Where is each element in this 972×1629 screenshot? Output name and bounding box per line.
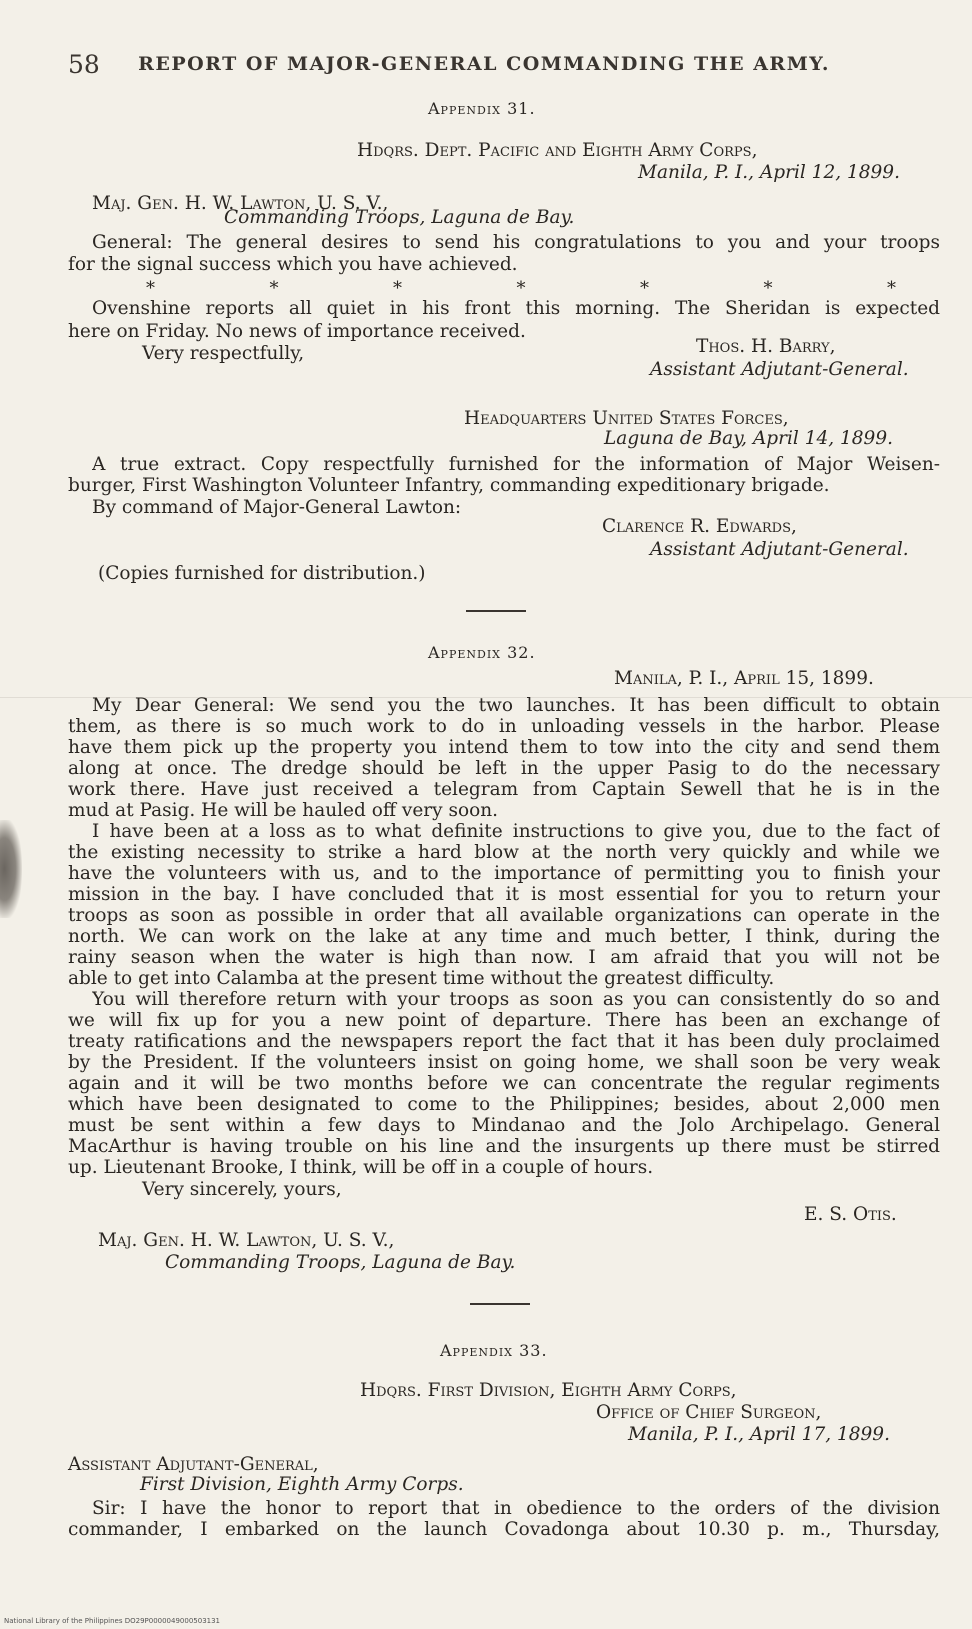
extract-line-2: burger, First Washington Volunteer Infantry, commanding expeditionary brigade. xyxy=(68,475,830,496)
appendix-32-dateline-text: Manila, P. I., April 15, 1899. xyxy=(614,668,874,689)
letter-line: along at once. The dredge should be left in the upper Pasig to do the necessary xyxy=(68,760,940,779)
appendix-31-signature-2-title: Assistant Adjutant-General. xyxy=(650,539,909,560)
running-header xyxy=(68,52,830,77)
running-title: REPORT OF MAJOR-GENERAL COMMANDING THE ARMY. xyxy=(138,53,830,75)
appendix-31-para-2-line-2: here on Friday. No news of importance received. xyxy=(68,321,526,342)
appendix-31-signature-name: Thos. H. Barry, xyxy=(696,336,836,357)
appendix-31-to-line-1: Maj. Gen. H. W. Lawton, U. S. V., xyxy=(92,193,389,214)
appendix-31-to-line-2: Commanding Troops, Laguna de Bay. xyxy=(224,207,575,228)
appendix-33-sir-line-1: Sir: I have the honor to report that in obedience to the orders of the division xyxy=(92,1500,940,1519)
letter-line: up. Lieutenant Brooke, I think, will be off in a couple of hours. xyxy=(68,1157,654,1178)
star: * xyxy=(640,278,649,299)
page-edge-blot xyxy=(0,820,22,918)
letter-line: north. We can work on the lake at any time and much better, I think, during the xyxy=(68,928,940,947)
by-command: By command of Major-General Lawton: xyxy=(92,497,462,518)
letter-line: the existing necessity to strike a hard blow at the north very quickly and while we xyxy=(68,844,940,863)
section-divider xyxy=(466,610,526,612)
appendix-31-para-1-line-1: General: The general desires to send his congratulations to you and your troops xyxy=(92,234,940,253)
appendix-32-dateline xyxy=(614,670,874,689)
star: * xyxy=(393,278,402,299)
appendix-31-para-1-line-2: for the signal success which you have achieved. xyxy=(68,254,518,275)
letter-line: treaty ratifications and the newspapers report the fact that it has been duly proclaimed xyxy=(68,1033,940,1052)
appendix-33-from-line-3: Manila, P. I., April 17, 1899. xyxy=(628,1424,890,1445)
star: * xyxy=(763,278,773,299)
appendix-31-from-line-1: Hdqrs. Dept. Pacific and Eighth Army Corps, xyxy=(357,140,758,161)
appendix-33-from-line-2: Office of Chief Surgeon, xyxy=(596,1402,822,1423)
star: * xyxy=(269,278,279,299)
letter-line: MacArthur is having trouble on his line and the insurgents up there must be stirred xyxy=(68,1138,940,1157)
appendix-33-from-line-1: Hdqrs. First Division, Eighth Army Corps, xyxy=(360,1380,737,1401)
appendix-32-signature: E. S. Otis. xyxy=(804,1204,897,1225)
star: * xyxy=(516,278,526,299)
letter-line: by the President. If the volunteers insist on going home, we shall soon be very weak xyxy=(68,1054,940,1073)
appendix-32-to-line-1: Maj. Gen. H. W. Lawton, U. S. V., xyxy=(98,1230,395,1251)
letter-line: troops as soon as possible in order that all available organizations can operate in the xyxy=(68,907,940,926)
appendix-31-signature-2-name: Clarence R. Edwards, xyxy=(602,516,797,537)
letter-line: I have been at a loss as to what definite instructions to give you, due to the fact of xyxy=(92,823,940,842)
star: * xyxy=(146,278,155,299)
star: * xyxy=(887,278,896,299)
letter-line: again and it will be two months before we can concentrate the regular regiments xyxy=(68,1075,940,1094)
appendix-32-closing: Very sincerely, yours, xyxy=(142,1179,342,1200)
appendix-31-signature-title: Assistant Adjutant-General. xyxy=(650,359,909,380)
section-divider xyxy=(470,1303,530,1305)
hq-line-1: Headquarters United States Forces, xyxy=(464,408,789,429)
extract-line-1: A true extract. Copy respectfully furnished for the information of Major Weisen- xyxy=(92,456,940,475)
letter-line: mission in the bay. I have concluded that it is most essential for you to return your xyxy=(68,886,940,905)
letter-line: My Dear General: We send you the two launches. It has been difficult to obtain xyxy=(92,697,940,716)
letter-line: which have been designated to come to the Philippines; besides, about 2,000 men xyxy=(68,1096,940,1115)
hq-line-2: Laguna de Bay, April 14, 1899. xyxy=(604,428,893,449)
appendix-33-to-line-2: First Division, Eighth Army Corps. xyxy=(140,1474,464,1495)
letter-line: You will therefore return with your troops as soon as you can consistently do so and xyxy=(92,991,940,1010)
letter-line: have the volunteers with us, and to the importance of permitting you to finish your xyxy=(68,865,940,884)
letter-line: able to get into Calamba at the present time without the greatest difficulty. xyxy=(68,968,775,989)
letter-line: must be sent within a few days to Mindanao and the Jolo Archipelago. General xyxy=(68,1117,940,1136)
appendix-32-to-line-2: Commanding Troops, Laguna de Bay. xyxy=(165,1252,516,1273)
ellipsis-stars xyxy=(146,278,896,299)
letter-line: we will fix up for you a new point of departure. There has been an exchange of xyxy=(68,1012,940,1031)
letter-line: rainy season when the water is high than now. I am afraid that you will not be xyxy=(68,949,940,968)
letter-line: them, as there is so much work to do in unloading vessels in the harbor. Please xyxy=(68,718,940,737)
appendix-33-sir-line-2: commander, I embarked on the launch Covadonga about 10.30 p. m., Thursday, xyxy=(68,1521,940,1540)
appendix-33-title: Appendix 33. xyxy=(440,1341,548,1360)
page-number: 58 xyxy=(68,50,100,79)
letter-line: work there. Have just received a telegram from Captain Sewell that he is in the xyxy=(68,781,940,800)
appendix-31-para-2-line-1: Ovenshine reports all quiet in his front this morning. The Sheridan is expected xyxy=(92,300,940,319)
appendix-33-to-line-1: Assistant Adjutant-General, xyxy=(68,1454,319,1475)
letter-line: mud at Pasig. He will be hauled off very soon. xyxy=(68,800,499,821)
scan-footer: National Library of the Philippines DO29P0000049000503131 xyxy=(4,1617,221,1625)
appendix-31-from-line-2: Manila, P. I., April 12, 1899. xyxy=(638,162,900,183)
appendix-31-title: Appendix 31. xyxy=(428,99,536,118)
appendix-32-title: Appendix 32. xyxy=(428,643,536,662)
appendix-31-closing: Very respectfully, xyxy=(142,343,305,364)
copies-note: (Copies furnished for distribution.) xyxy=(98,563,426,584)
letter-line: have them pick up the property you intend them to tow into the city and send them xyxy=(68,739,940,758)
